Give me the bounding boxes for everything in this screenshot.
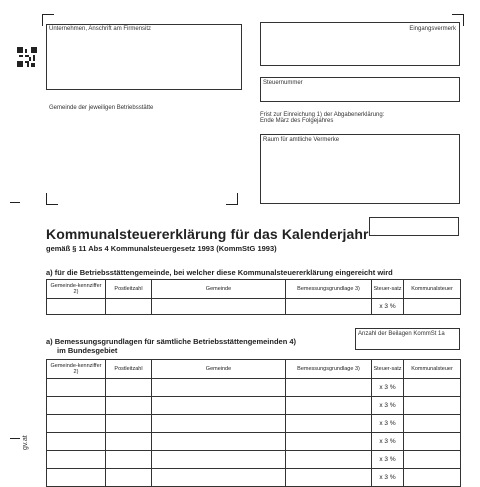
table-row — [47, 469, 461, 487]
cell-assessment-basis[interactable] — [286, 379, 372, 397]
tax-number-label: Steuernummer — [263, 80, 303, 86]
col-municipality-code: Gemeinde-kennziffer 2) — [47, 360, 106, 379]
office-notes-box — [260, 134, 460, 204]
col-assessment-basis: Bemessungsgrundlage 3) — [286, 360, 372, 379]
col-tax-rate: Steuer-satz — [372, 280, 404, 299]
cell-tax-rate: x 3 % — [372, 379, 404, 397]
table-row — [47, 397, 461, 415]
cell-postal-code[interactable] — [106, 451, 152, 469]
company-address-box[interactable] — [46, 24, 242, 90]
col-postal-code: Postleitzahl — [106, 360, 152, 379]
qr-code-icon — [17, 47, 37, 67]
cell-tax-rate: x 3 % — [372, 433, 404, 451]
cell-municipality-code[interactable] — [47, 469, 106, 487]
table-row — [47, 415, 461, 433]
col-tax-rate: Steuer-satz — [372, 360, 404, 379]
table-row — [47, 451, 461, 469]
cell-assessment-basis[interactable] — [286, 397, 372, 415]
deadline-line-2: Ende März des Folgejahres — [260, 118, 334, 124]
municipality-label: Gemeinde der jeweiligen Betriebsstätte — [49, 105, 154, 111]
calendar-year-input[interactable] — [369, 217, 459, 236]
table-header-row — [47, 360, 461, 379]
cell-tax-rate: x 3 % — [372, 299, 404, 315]
table-row — [47, 379, 461, 397]
cell-municipality[interactable] — [152, 433, 286, 451]
attachments-count-label: Anzahl der Beilagen KommSt 1a — [358, 331, 445, 337]
col-municipality-code: Gemeinde-kennziffer 2) — [47, 280, 106, 299]
cell-tax-rate: x 3 % — [372, 451, 404, 469]
cell-postal-code[interactable] — [106, 469, 152, 487]
cell-tax-rate: x 3 % — [372, 397, 404, 415]
margin-dash-bottom — [10, 438, 20, 439]
form-title: Kommunalsteuererklärung für das Kalenderjahr — [46, 226, 369, 242]
cell-municipality-code[interactable] — [47, 379, 106, 397]
tax-number-box[interactable] — [260, 77, 460, 102]
section-a2-heading-line2: im Bundesgebiet — [57, 346, 118, 355]
cell-municipal-tax[interactable] — [404, 433, 461, 451]
form-subtitle: gemäß § 11 Abs 4 Kommunalsteuergesetz 1993 (KommStG 1993) — [46, 244, 277, 253]
cell-municipal-tax[interactable] — [404, 469, 461, 487]
col-assessment-basis: Bemessungsgrundlage 3) — [286, 280, 372, 299]
margin-dash-top — [10, 202, 20, 203]
cell-assessment-basis[interactable] — [286, 469, 372, 487]
office-notes-label: Raum für amtliche Vermerke — [263, 137, 340, 143]
table-row — [47, 433, 461, 451]
cell-postal-code[interactable] — [106, 415, 152, 433]
cell-municipality[interactable] — [152, 451, 286, 469]
cell-tax-rate: x 3 % — [372, 469, 404, 487]
cell-municipal-tax[interactable] — [404, 415, 461, 433]
section-a1-heading: a) für die Betriebsstättengemeinde, bei welcher diese Kommunalsteuererklärung eingereicht wird — [46, 268, 393, 277]
cell-postal-code[interactable] — [106, 433, 152, 451]
cell-postal-code[interactable] — [106, 379, 152, 397]
cell-tax-rate: x 3 % — [372, 415, 404, 433]
section-a2-heading-line1: a) Bemessungsgrundlagen für sämtliche Betriebsstättengemeinden 4) — [46, 337, 297, 346]
cell-municipality-code[interactable] — [47, 397, 106, 415]
table-row — [47, 299, 461, 315]
col-municipal-tax: Kommunalsteuer — [404, 280, 461, 299]
receipt-stamp-label: Eingangsvermerk — [409, 26, 456, 32]
deadline-line-1: Frist zur Einreichung 1) der Abgabenerklärung: — [260, 112, 385, 118]
section-a1-table — [46, 279, 461, 315]
company-address-label: Unternehmen, Anschrift am Firmensitz — [49, 26, 152, 32]
cell-municipality[interactable] — [152, 379, 286, 397]
section-a2-table — [46, 359, 461, 487]
table-header-row — [47, 280, 461, 299]
cell-municipality-code[interactable] — [47, 451, 106, 469]
col-postal-code: Postleitzahl — [106, 280, 152, 299]
cell-assessment-basis[interactable] — [286, 415, 372, 433]
crop-mark-mid-right — [226, 193, 238, 205]
cell-assessment-basis[interactable] — [286, 451, 372, 469]
cell-postal-code[interactable] — [106, 397, 152, 415]
cell-municipality-code[interactable] — [47, 433, 106, 451]
col-municipal-tax: Kommunalsteuer — [404, 360, 461, 379]
col-municipality: Gemeinde — [152, 280, 286, 299]
cell-assessment-basis[interactable] — [286, 299, 372, 315]
cell-assessment-basis[interactable] — [286, 433, 372, 451]
margin-vertical-text: gv.at — [22, 435, 29, 450]
municipality-field-line[interactable] — [46, 102, 238, 103]
cell-municipality[interactable] — [152, 469, 286, 487]
col-municipality: Gemeinde — [152, 360, 286, 379]
cell-postal-code[interactable] — [106, 299, 152, 315]
cell-municipal-tax[interactable] — [404, 451, 461, 469]
crop-mark-mid-left — [46, 193, 58, 205]
cell-municipal-tax[interactable] — [404, 299, 461, 315]
receipt-stamp-box — [260, 22, 460, 66]
cell-municipal-tax[interactable] — [404, 397, 461, 415]
attachments-count-box[interactable] — [355, 328, 460, 350]
cell-municipality-code[interactable] — [47, 415, 106, 433]
cell-municipality[interactable] — [152, 397, 286, 415]
cell-municipality[interactable] — [152, 415, 286, 433]
cell-municipal-tax[interactable] — [404, 379, 461, 397]
cell-municipality-code[interactable] — [47, 299, 106, 315]
cell-municipality[interactable] — [152, 299, 286, 315]
